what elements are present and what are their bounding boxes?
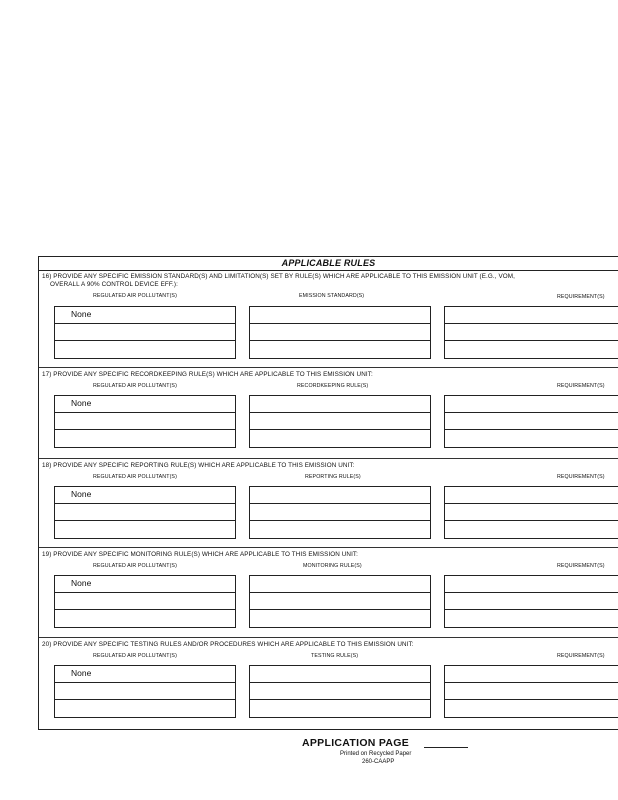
column-header-requirement: REQUIREMENT(S) — [557, 383, 605, 389]
question-line-2: OVERALL A 90% CONTROL DEVICE EFF.): — [50, 281, 178, 288]
section-emission-standards — [39, 271, 618, 368]
section-recordkeeping — [39, 368, 618, 459]
pollutant-value: None — [71, 489, 92, 499]
column-header-pollutant: REGULATED AIR POLLUTANT(S) — [93, 293, 177, 299]
reporting-field[interactable] — [249, 486, 431, 539]
page-number-line[interactable] — [424, 747, 468, 748]
section-testing — [39, 638, 618, 730]
form-code: 260-CAAPP — [362, 759, 395, 765]
section-question: 20) PROVIDE ANY SPECIFIC TESTING RULES AND/OR PROCEDURES WHICH ARE APPLICABLE TO THIS EMISSION UNIT: — [42, 641, 414, 648]
pollutant-field[interactable] — [54, 486, 236, 539]
pollutant-value: None — [71, 578, 92, 588]
applicable-rules-form — [38, 256, 618, 730]
requirement-field[interactable] — [444, 395, 618, 448]
column-header-requirement: REQUIREMENT(S) — [557, 294, 605, 300]
section-question: 19) PROVIDE ANY SPECIFIC MONITORING RULE(S) WHICH ARE APPLICABLE TO THIS EMISSION UNIT: — [42, 551, 359, 558]
pollutant-value: None — [71, 398, 92, 408]
standard-field[interactable] — [249, 306, 431, 359]
form-title: APPLICABLE RULES — [39, 257, 618, 271]
testing-field[interactable] — [249, 665, 431, 718]
pollutant-field[interactable] — [54, 306, 236, 359]
printed-on-recycled-paper: Printed on Recycled Paper — [340, 751, 412, 757]
column-header-standard: EMISSION STANDARD(S) — [299, 293, 365, 299]
pollutant-value: None — [71, 309, 92, 319]
requirement-field[interactable] — [444, 665, 618, 718]
column-header-requirement: REQUIREMENT(S) — [557, 653, 605, 659]
requirement-field[interactable] — [444, 306, 618, 359]
application-page-title: APPLICATION PAGE — [302, 737, 410, 749]
column-header-pollutant: REGULATED AIR POLLUTANT(S) — [93, 474, 177, 480]
column-header-pollutant: REGULATED AIR POLLUTANT(S) — [93, 653, 177, 659]
recordkeeping-field[interactable] — [249, 395, 431, 448]
column-header-recordkeeping: RECORDKEEPING RULE(S) — [297, 383, 369, 389]
section-question: 18) PROVIDE ANY SPECIFIC REPORTING RULE(S) WHICH ARE APPLICABLE TO THIS EMISSION UNIT: — [42, 462, 355, 469]
question-line-1: 16) PROVIDE ANY SPECIFIC EMISSION STANDARD(S) AND LIMITATION(S) SET BY RULE(S) WHICH ARE APPLICABLE TO THIS EMISSION UNIT (E.G., VOM, — [42, 273, 515, 280]
pollutant-field[interactable] — [54, 395, 236, 448]
pollutant-value: None — [71, 668, 92, 678]
section-question: 17) PROVIDE ANY SPECIFIC RECORDKEEPING RULE(S) WHICH ARE APPLICABLE TO THIS EMISSION UNIT: — [42, 371, 373, 378]
monitoring-field[interactable] — [249, 575, 431, 628]
section-monitoring — [39, 548, 618, 638]
pollutant-field[interactable] — [54, 575, 236, 628]
column-header-pollutant: REGULATED AIR POLLUTANT(S) — [93, 383, 177, 389]
column-header-requirement: REQUIREMENT(S) — [557, 563, 605, 569]
requirement-field[interactable] — [444, 486, 618, 539]
column-header-pollutant: REGULATED AIR POLLUTANT(S) — [93, 563, 177, 569]
section-question — [42, 273, 515, 289]
requirement-field[interactable] — [444, 575, 618, 628]
column-header-monitoring: MONITORING RULE(S) — [303, 563, 362, 569]
section-reporting — [39, 459, 618, 548]
pollutant-field[interactable] — [54, 665, 236, 718]
column-header-reporting: REPORTING RULE(S) — [305, 474, 361, 480]
column-header-testing: TESTING RULE(S) — [311, 653, 359, 659]
column-header-requirement: REQUIREMENT(S) — [557, 474, 605, 480]
